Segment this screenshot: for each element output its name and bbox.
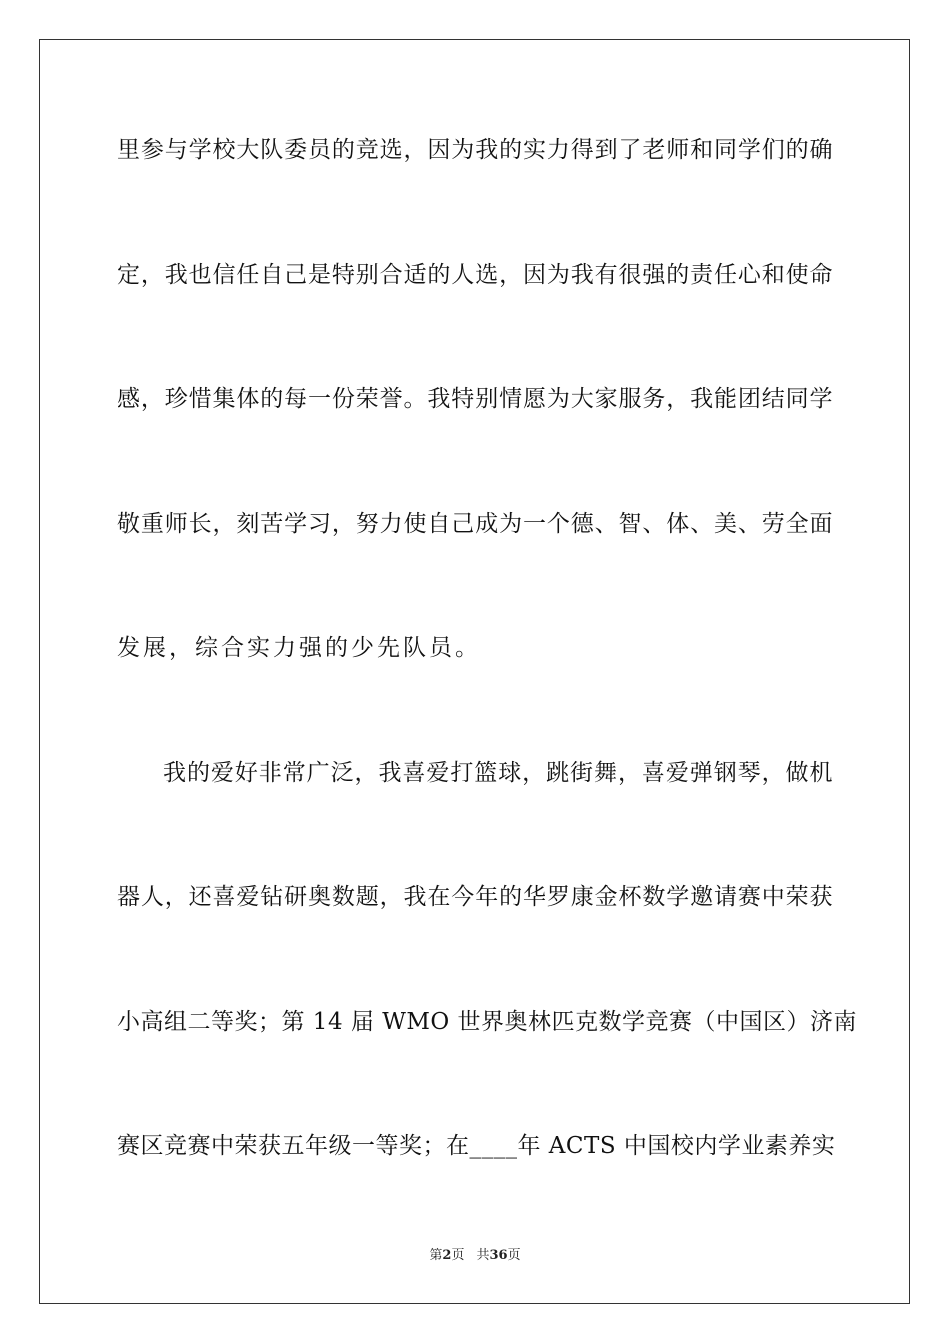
text-line: 敬重师长，刻苦学习，努力使自己成为一个德、智、体、美、劳全面 [117, 511, 833, 537]
total-suffix: 页 [507, 1248, 521, 1263]
page-suffix: 页 [451, 1248, 465, 1263]
total-pages: 36 [489, 1248, 508, 1263]
text-line: 定，我也信任自己是特别合适的人选，因为我有很强的责任心和使命 [117, 262, 833, 288]
text-line: 器人，还喜爱钻研奥数题，我在今年的华罗康金杯数学邀请赛中荣获 [117, 884, 833, 910]
page-border [39, 39, 910, 1304]
page-footer [0, 1248, 950, 1264]
page-number: 2 [442, 1248, 452, 1263]
text-line: 里参与学校大队委员的竞选，因为我的实力得到了老师和同学们的确 [117, 137, 833, 163]
text-line: 感，珍惜集体的每一份荣誉。我特别情愿为大家服务，我能团结同学 [117, 386, 833, 412]
text-line: 赛区竞赛中荣获五年级一等奖；在____年 ACTS 中国校内学业素养实 [117, 1133, 836, 1159]
total-prefix: 共 [476, 1248, 490, 1263]
text-line: 小高组二等奖；第 14 届 WMO 世界奥林匹克数学竞赛（中国区）济南 [117, 1009, 858, 1035]
paragraph-first-line: 我的爱好非常广泛，我喜爱打篮球，跳街舞，喜爱弹钢琴，做机 [163, 760, 833, 786]
text-line: 发展，综合实力强的少先队员。 [117, 635, 481, 661]
page-prefix: 第 [429, 1248, 443, 1263]
